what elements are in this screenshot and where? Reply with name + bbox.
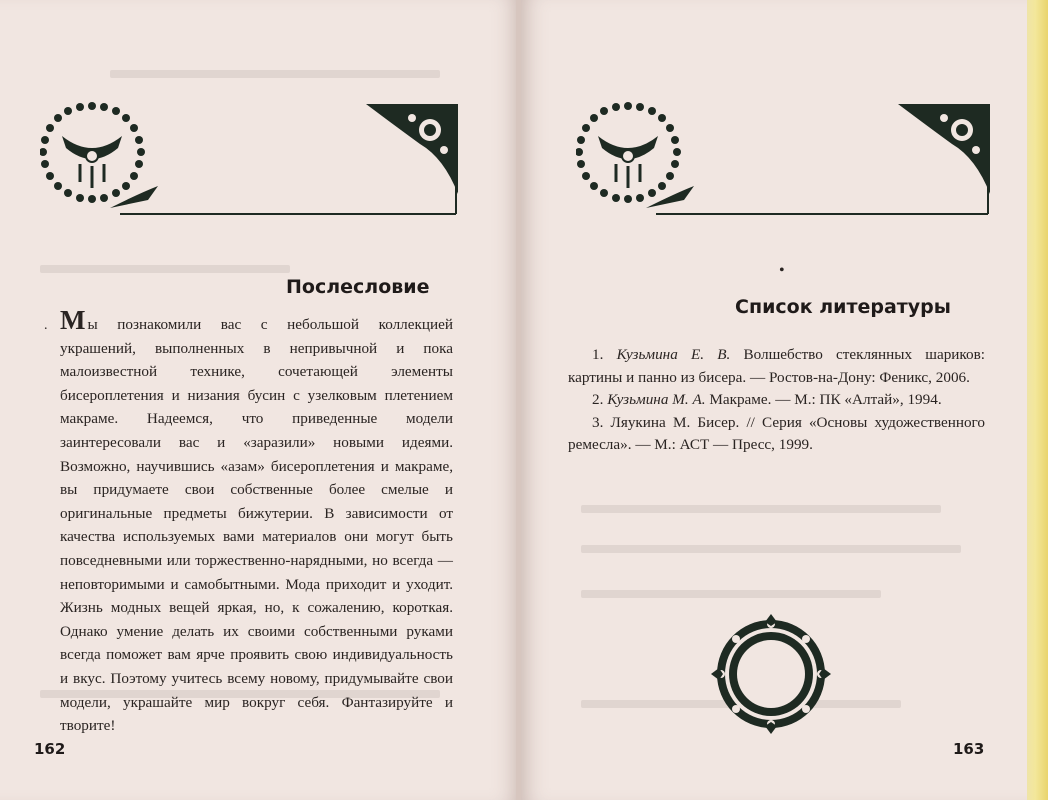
page-edge	[1027, 0, 1048, 800]
reference-text: Макраме. — М.: ПК «Алтай», 1994.	[705, 391, 942, 408]
round-ornament	[711, 614, 831, 734]
reference-author: Кузьмина М. А.	[607, 391, 706, 408]
margin-dot: .	[44, 318, 48, 333]
header-ornament	[40, 98, 460, 220]
bleed-through	[581, 590, 881, 598]
drop-cap: М	[60, 305, 86, 335]
reference-number: 3.	[592, 413, 604, 431]
reference-item	[568, 389, 985, 412]
reference-number: 1.	[592, 346, 604, 363]
bibliography-list	[568, 344, 985, 457]
bleed-through	[40, 265, 290, 273]
bleed-through	[110, 70, 440, 78]
left-page	[0, 0, 519, 800]
reference-item	[568, 412, 985, 457]
bleed-through	[581, 545, 961, 553]
page-number-right: 163	[953, 740, 985, 758]
reference-number: 2.	[592, 391, 604, 408]
bleed-through	[581, 505, 941, 513]
reference-item	[568, 344, 985, 389]
reference-text: Волшебство стеклянных шариков: картины и панно из бисера. — Ростов-на-Дону: Феникс, 2006.	[568, 346, 986, 386]
margin-star: •	[779, 262, 785, 279]
page-heading: Список литературы	[735, 296, 951, 318]
reference-author: Кузьмина Е. В.	[616, 346, 731, 363]
header-ornament	[576, 98, 996, 220]
page-number-left: 162	[34, 740, 66, 758]
page-heading: Послесловие	[286, 276, 430, 298]
afterword-text	[60, 305, 453, 738]
reference-text: Ляукина М. Бисер. // Серия «Основы художественного ремесла». — М.: АСТ — Пресс, 1999.	[568, 413, 985, 453]
afterword-body: ы познакомили вас с небольшой коллекцией украшений, выполненных в непривычной и пока малоизвестной технике, сочетающей элементы бисероплетения и низания бусин с узелковым плетением макраме. Надеемся, что приведенные модели заинтересовали вас и «заразили» новыми идеями. Возможно, научившись «азам» бисероплетения и макраме, вы придумаете свои собственные более смелые и оригинальные предметы бижутерии. В зависимости от качества используемых вами материалов они могут быть повседневными или торжественно-нарядными, но всегда — неповторимыми и самобытными. Мода приходит и уходит. Жизнь модных вещей яркая, но, к сожалению, короткая. Однако умение делать их своими собственными руками всегда поможет вам ярче проявить свою индивидуальность и вкус. Поэтому учитесь всему новому, придумывайте свои модели, украшайте мир вокруг себя. Фантазируйте и творите!	[60, 316, 453, 735]
